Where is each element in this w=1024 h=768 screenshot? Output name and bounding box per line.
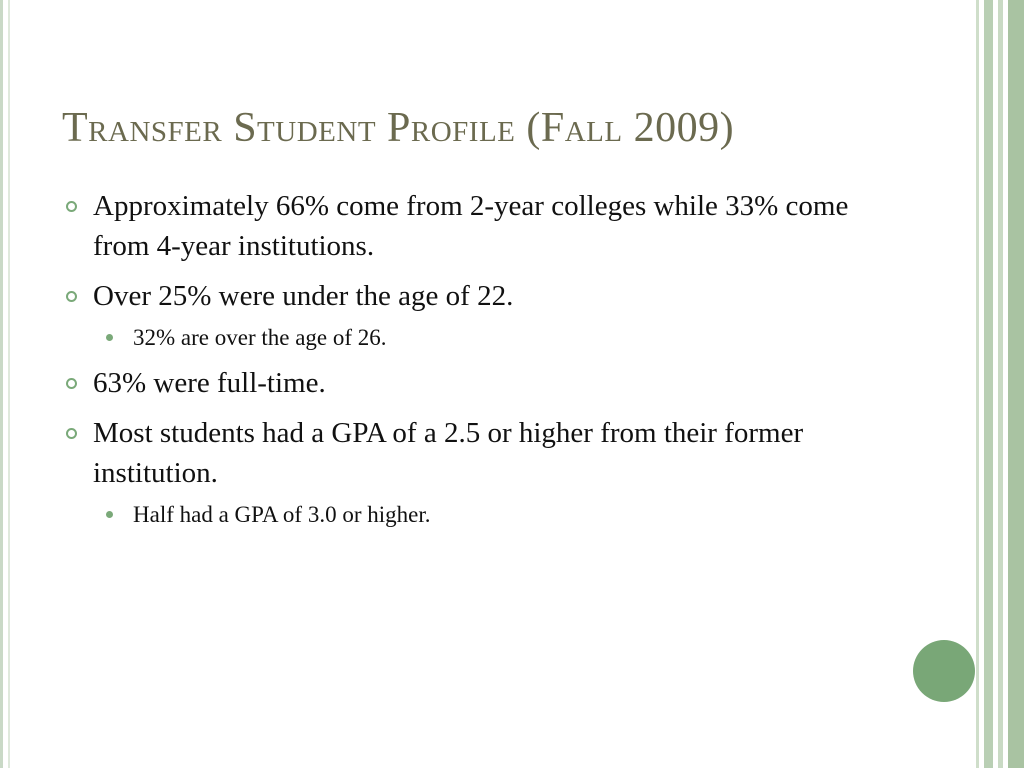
decorative-circle [913,640,975,702]
stripe [998,0,1003,768]
stripe [1008,0,1024,768]
ring-bullet-icon [66,378,77,389]
bullet-text: Most students had a GPA of a 2.5 or higher from their former institution. [93,417,804,489]
bullet-item [62,276,892,316]
sub-bullet-item [62,498,892,532]
dot-bullet-icon [106,511,113,518]
ring-bullet-icon [66,428,77,439]
ring-bullet-icon [66,291,77,302]
sub-bullet-item [62,321,892,355]
bullet-text: Over 25% were under the age of 22. [93,280,514,312]
bullet-item [62,363,892,403]
bullet-item [62,186,892,266]
sub-bullet-text: 32% are over the age of 26. [133,325,387,350]
sub-bullet-text: Half had a GPA of 3.0 or higher. [133,502,431,527]
bullet-list [62,186,892,540]
ring-bullet-icon [66,201,77,212]
right-decorative-stripes [976,0,1024,768]
stripe [984,0,993,768]
bullet-text: 63% were full-time. [93,367,326,399]
stripe [976,0,979,768]
slide-title: Transfer Student Profile (Fall 2009) [62,105,735,151]
left-border-inner-line [8,0,10,768]
left-border-line [0,0,3,768]
bullet-item [62,413,892,493]
dot-bullet-icon [106,334,113,341]
bullet-text: Approximately 66% come from 2-year colleges while 33% come from 4-year institutions. [93,190,849,262]
